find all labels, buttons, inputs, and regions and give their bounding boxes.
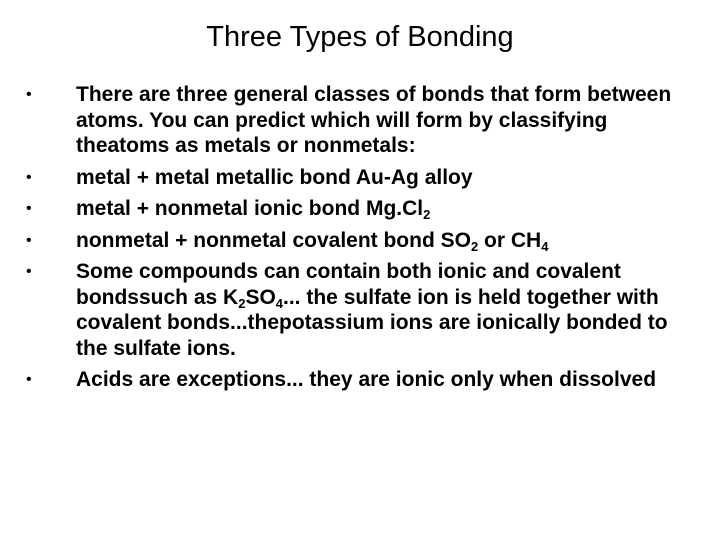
bullet-marker-icon: •	[26, 200, 32, 217]
bullet-marker-icon: •	[26, 371, 32, 388]
bullet-marker-icon: •	[26, 231, 32, 249]
bullet-marker-icon: •	[26, 168, 32, 186]
bullet-text: There are three general classes of bonds that form between atoms. You can predict which will form by classifying theatoms as metals or nonmetals:	[76, 83, 672, 157]
bullet-item	[26, 165, 696, 191]
subscript: 4	[275, 295, 284, 311]
bullet-list	[26, 82, 696, 393]
bullet-item	[26, 367, 696, 393]
bullet-item	[26, 82, 696, 159]
bullet-text: SO	[245, 285, 276, 309]
bullet-text: nonmetal + nonmetal covalent bond SO	[76, 228, 471, 252]
bullet-text: Some compounds can contain both ionic and covalent bondssuch as K	[76, 260, 621, 309]
bullet-text: or CH	[478, 228, 542, 252]
subscript: 2	[238, 295, 246, 311]
bullet-item	[26, 228, 696, 254]
slide-title: Three Types of Bonding	[206, 21, 514, 53]
bullet-text: Acids are exceptions... they are ionic only when dissolved	[76, 368, 657, 391]
bullet-text: metal + nonmetal ionic bond Mg.Cl	[76, 197, 424, 220]
bullet-marker-icon: •	[26, 86, 32, 103]
bullet-text: ... the sulfate ion is held together with covalent bonds...thepotassium ions are ionically bonded to the sulfate ions.	[76, 285, 668, 360]
subscript: 2	[423, 207, 431, 222]
subscript: 2	[470, 238, 479, 254]
bullet-marker-icon: •	[26, 263, 32, 280]
bullet-text: metal + metal metallic bond Au-Ag alloy	[76, 165, 473, 189]
subscript: 4	[541, 238, 549, 254]
bullet-item	[26, 259, 696, 361]
bullet-item	[26, 196, 696, 222]
